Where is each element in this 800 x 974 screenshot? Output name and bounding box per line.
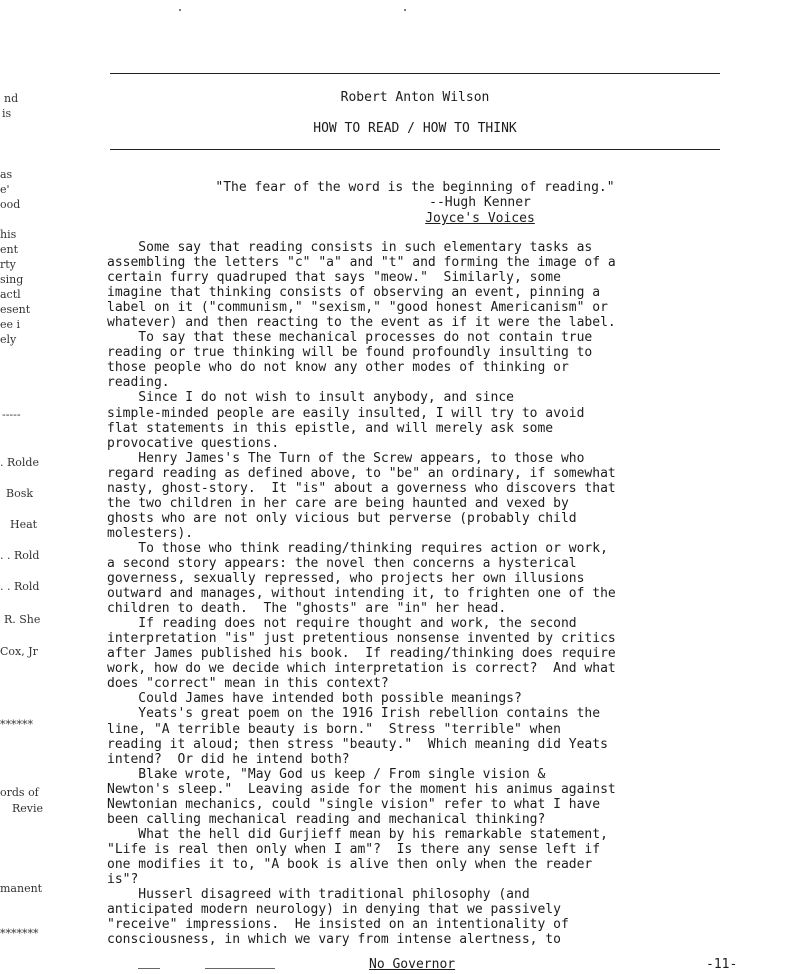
margin-fragment: . . Rold — [0, 580, 40, 593]
margin-fragment: sing — [0, 273, 24, 286]
scan-mark — [205, 968, 275, 969]
margin-fragment: ent — [0, 243, 19, 256]
margin-fragment: nd — [4, 92, 19, 105]
body-line: Since I do not wish to insult anybody, and since — [107, 390, 514, 406]
body-line: Henry James's The Turn of the Screw appears, to those who — [107, 450, 585, 466]
page-number: -11- — [706, 957, 738, 972]
margin-fragment: . Rolde — [0, 456, 39, 469]
margin-fragment: his — [0, 228, 17, 241]
body-line: after James published his book. If reading/thinking does require — [107, 646, 616, 662]
margin-fragment: ****** — [0, 718, 33, 731]
margin-fragment: ords of — [0, 786, 39, 799]
body-line: been calling mechanical reading and mechanical thinking? — [107, 811, 546, 827]
body-line: assembling the letters "c" "a" and "t" and forming the image of a — [107, 255, 616, 271]
body-line: Yeats's great poem on the 1916 Irish rebellion contains the — [107, 706, 601, 722]
margin-fragment: rty — [0, 258, 16, 271]
body-line: reading or true thinking will be found profoundly insulting to — [107, 345, 593, 361]
margin-fragment: R. She — [4, 613, 41, 626]
margin-fragment: manent — [0, 882, 43, 895]
body-line: reading it aloud; then stress "beauty." Which meaning did Yeats — [107, 736, 608, 752]
scan-speck — [179, 9, 181, 11]
epigraph-quote: "The fear of the word is the beginning of reading." — [215, 180, 615, 195]
body-line: molesters). — [107, 525, 194, 541]
margin-fragment: esent — [0, 303, 31, 316]
body-line: What the hell did Gurjieff mean by his remarkable statement, — [107, 826, 608, 842]
body-line: one modifies it to, "A book is alive then only when the reader — [107, 856, 593, 872]
body-line: children to death. The "ghosts" are "in" her head. — [107, 601, 507, 617]
margin-fragment: Heat — [10, 518, 38, 531]
body-line: "Life is real then only when I am"? Is there any sense left if — [107, 841, 601, 857]
body-line: outward and manages, without intending it, to frighten one of the — [107, 586, 616, 602]
body-line: Newtonian mechanics, could "single vision" refer to what I have — [107, 796, 601, 812]
body-line: a second story appears: the novel then concerns a hysterical — [107, 555, 577, 571]
scan-speck — [404, 9, 406, 11]
body-line: To those who think reading/thinking requires action or work, — [107, 540, 608, 556]
body-line: does "correct" mean in this context? — [107, 676, 389, 692]
margin-fragment: ee i — [0, 318, 21, 331]
body-line: the two children in her care are being haunted and vexed by — [107, 495, 569, 511]
author-name: Robert Anton Wilson — [340, 90, 490, 105]
margin-fragment: ely — [0, 333, 17, 346]
margin-fragment: as — [0, 168, 13, 181]
body-line: Newton's sleep." Leaving aside for the moment his animus against — [107, 781, 616, 797]
body-line: regard reading as defined above, to "be" an ordinary, if somewhat — [107, 465, 616, 481]
body-line: intend? Or did he intend both? — [107, 751, 350, 767]
article-body — [107, 240, 737, 947]
scan-mark — [138, 968, 160, 969]
body-line: If reading does not require thought and work, the second — [107, 616, 577, 632]
body-line: Could James have intended both possible meanings? — [107, 691, 522, 707]
article-title: HOW TO READ / HOW TO THINK — [313, 121, 517, 136]
body-line: those people who do not know any other modes of thinking or — [107, 360, 569, 376]
header-top-rule — [110, 73, 720, 74]
body-line: provocative questions. — [107, 435, 280, 451]
body-line: nasty, ghost-story. It "is" about a governess who discovers that — [107, 480, 616, 496]
body-line: ghosts who are not only vicious but perverse (probably child — [107, 510, 577, 526]
epigraph-source — [175, 211, 785, 226]
body-line: To say that these mechanical processes do not contain true — [107, 330, 593, 346]
margin-fragment: Cox, Jr — [0, 645, 38, 658]
body-line: work, how do we decide which interpretation is correct? And what — [107, 661, 616, 677]
margin-fragment: ******* — [0, 927, 39, 940]
margin-fragment: ----- — [2, 408, 21, 421]
epigraph-source-title: Joyce's Voices — [425, 211, 535, 226]
margin-fragment: actl — [0, 288, 21, 301]
margin-fragment: e' — [0, 183, 10, 196]
margin-fragment: ood — [0, 198, 21, 211]
body-line: flat statements in this epistle, and will merely ask some — [107, 420, 554, 436]
epigraph-attribution: --Hugh Kenner — [429, 195, 531, 210]
body-line: Some say that reading consists in such elementary tasks as — [107, 240, 593, 255]
body-line: interpretation "is" just pretentious nonsense invented by critics — [107, 631, 616, 647]
body-line: anticipated modern neurology) in denying that we passively — [107, 902, 561, 918]
body-line: label on it ("communism," "sexism," "good honest Americanism" or — [107, 300, 608, 316]
body-line: "receive" impressions. He insisted on an intentionality of — [107, 917, 569, 933]
margin-fragment: Bosk — [6, 487, 34, 500]
body-line: is"? — [107, 871, 139, 887]
header-bottom-rule — [110, 149, 720, 150]
body-line: reading. — [107, 375, 170, 391]
body-line: consciousness, in which we vary from intense alertness, to — [107, 932, 561, 948]
margin-fragment: . . Rold — [0, 549, 40, 562]
margin-fragment: Revie — [12, 802, 44, 815]
body-line: line, "A terrible beauty is born." Stress "terrible" when — [107, 721, 561, 737]
body-line: certain furry quadruped that says "meow." Similarly, some — [107, 270, 561, 286]
body-line: Husserl disagreed with traditional philosophy (and — [107, 887, 530, 903]
body-line: imagine that thinking consists of observing an event, pinning a — [107, 285, 601, 301]
body-line: whatever) and then reacting to the event as if it were the label. — [107, 315, 616, 331]
margin-fragment: is — [2, 107, 12, 120]
publication-name: No Governor — [369, 957, 456, 972]
body-line: Blake wrote, "May God us keep / From single vision & — [107, 766, 546, 782]
body-line: governess, sexually repressed, who projects her own illusions — [107, 571, 585, 587]
body-line: simple-minded people are easily insulted, I will try to avoid — [107, 405, 585, 421]
